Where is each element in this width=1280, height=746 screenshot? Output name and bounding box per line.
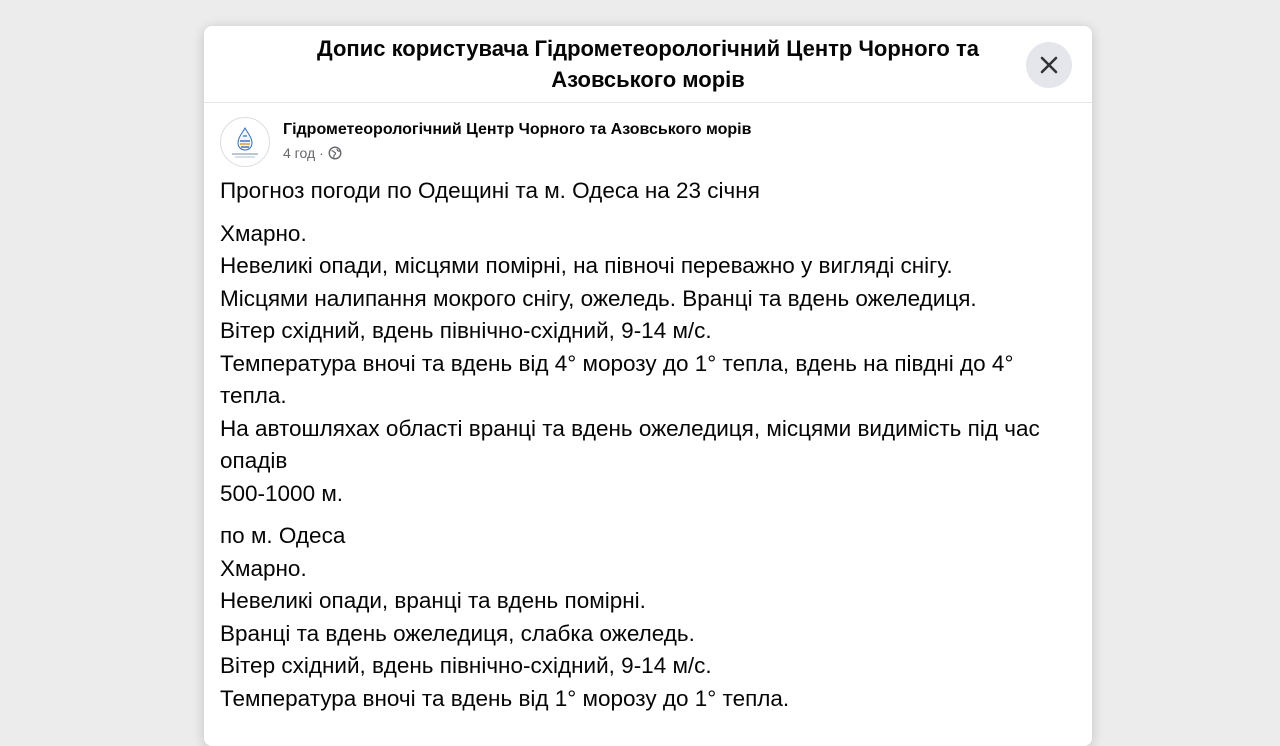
post-time-link[interactable]: 4 год	[283, 145, 316, 161]
city-line: Невеликі опади, вранці та вдень помірні.	[220, 588, 646, 613]
region-line: На автошляхах області вранці та вдень ожеледиця, місцями видимість під час опадів	[220, 415, 1040, 473]
city-line: Хмарно.	[220, 555, 307, 581]
post-modal	[204, 26, 1092, 746]
meta-separator: ·	[319, 145, 324, 161]
page-name-link[interactable]: Гідрометеорологічний Центр Чорного та Азовського морів	[283, 121, 752, 138]
modal-header	[204, 26, 1092, 103]
post-header	[220, 117, 1078, 173]
city-line: Вранці та вдень ожеледиця, слабка ожеледь.	[220, 620, 695, 646]
region-line: Хмарно.	[220, 220, 307, 246]
close-button[interactable]	[1026, 42, 1072, 88]
city-line: Вітер східний, вдень північно-східний, 9-14 м/с.	[220, 653, 712, 678]
page-logo-icon	[225, 122, 265, 162]
post-header-text	[283, 119, 751, 162]
avatar[interactable]	[220, 117, 270, 167]
post-headline: Прогноз погоди по Одещині та м. Одеса на 23 січня	[220, 178, 760, 203]
close-icon	[1039, 55, 1059, 75]
globe-icon	[328, 146, 342, 160]
city-line: по м. Одеса	[220, 523, 346, 548]
post	[204, 103, 1092, 715]
region-line: Вітер східний, вдень північно-східний, 9-14 м/с.	[220, 318, 712, 343]
region-line: 500-1000 м.	[220, 480, 344, 506]
region-line: Невеликі опади, місцями помірні, на півночі переважно у вигляді снігу.	[220, 253, 953, 278]
region-line: Місцями налипання мокрого снігу, ожеледь. Вранці та вдень ожеледиця.	[220, 285, 977, 311]
post-body	[220, 175, 1078, 715]
modal-title: Допис користувача Гідрометеорологічний Центр Чорного та Азовського морів	[317, 36, 979, 92]
region-line: Температура вночі та вдень від 4° морозу до 1° тепла, вдень на півдні до 4° тепла.	[220, 350, 1014, 408]
post-meta	[283, 144, 751, 162]
city-line: Температура вночі та вдень від 1° морозу до 1° тепла.	[220, 685, 790, 711]
